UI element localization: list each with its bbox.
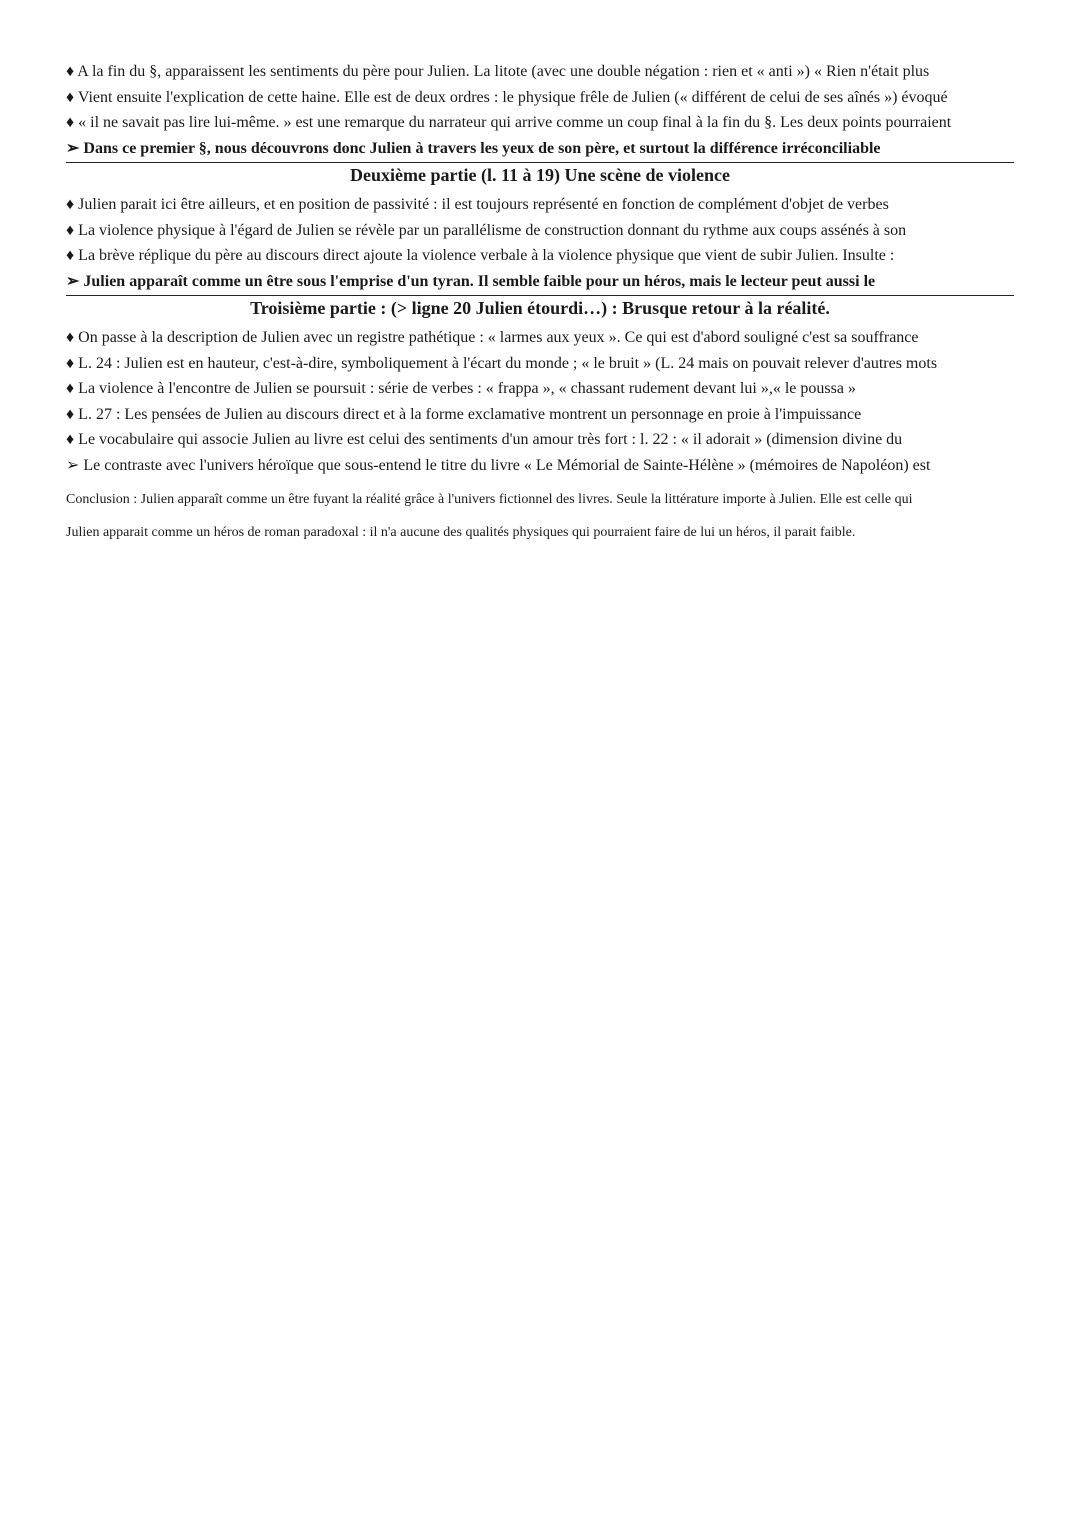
- conclusion-paragraph-one: Conclusion : Julien apparaît comme un être fuyant la réalité grâce à l'univers fictionnel des livres. Seule la littérature importe à Julien. Elle est celle qui: [66, 492, 913, 507]
- summary-part-three: ➢ Le contraste avec l'univers héroïque que sous-entend le titre du livre « Le Mémorial de Sainte-Hélène » (mémoires de Napoléon) est: [66, 456, 931, 474]
- paragraph-verbal-violence: ♦ La brève réplique du père au discours direct ajoute la violence verbale à la violence physique que vient de subir Julien. Insulte :: [66, 247, 895, 264]
- paragraph-asyndeton: ♦ « il ne savait pas lire lui-même. » est une remarque du narrateur qui arrive comme un coup final à la fin du §. Les deux points pourraient: [66, 114, 952, 131]
- paragraph-physical-violence: ♦ La violence physique à l'égard de Julien se révèle par un parallélisme de construction donnant du rythme aux coups assénés à son: [66, 221, 907, 239]
- heading-part-two: Deuxième partie (l. 11 à 19) Une scène de violence: [350, 165, 730, 185]
- summary-part-two: ➢ Julien apparaît comme un être sous l'emprise d'un tyran. Il semble faible pour un héros, mais le lecteur peut aussi le: [66, 272, 876, 290]
- paragraph-explanation-of-hatred: ♦ Vient ensuite l'explication de cette haine. Elle est de deux ordres : le physique frêle de Julien (« différent de celui de ses aînés ») évoqué: [66, 88, 948, 106]
- conclusion-paragraph-two: Julien apparait comme un héros de roman paradoxal : il n'a aucune des qualités physiques qui pourraient faire de lui un héros, il parait faible.: [66, 524, 856, 540]
- paragraph-pathetic-register: ♦ On passe à la description de Julien avec un registre pathétique : « larmes aux yeux ». Ce qui est d'abord souligné c'est sa souffrance: [66, 329, 919, 346]
- paragraph-violence-continues: ♦ La violence à l'encontre de Julien se poursuit : série de verbes : « frappa », « chassant rudement devant lui »,« le poussa »: [66, 380, 856, 397]
- paragraph-passivity: ♦ Julien parait ici être ailleurs, et en position de passivité : il est toujours représenté en fonction de complément d'objet de verbes: [66, 196, 889, 213]
- paragraph-feelings-of-father: ♦ A la fin du §, apparaissent les sentiments du père pour Julien. La litote (avec une double négation : rien et « anti ») « Rien n'était plus: [66, 63, 930, 80]
- paragraph-thoughts-of-julien: ♦ L. 27 : Les pensées de Julien au discours direct et à la forme exclamative montrent un personnage en proie à l'impuissance: [66, 405, 862, 423]
- paragraph-vocabulary-of-book: ♦ Le vocabulaire qui associe Julien au livre est celui des sentiments d'un amour très fort : l. 22 : « il adorait » (dimension divine du: [66, 431, 903, 448]
- heading-part-three: Troisième partie : (> ligne 20 Julien étourdi…) : Brusque retour à la réalité.: [250, 298, 830, 318]
- paragraph-height-isolation: ♦ L. 24 : Julien est en hauteur, c'est-à-dire, symboliquement à l'écart du monde ; « le bruit » (L. 24 mais on pouvait relever d'autres mots: [66, 354, 938, 372]
- summary-part-one: ➢ Dans ce premier §, nous découvrons donc Julien à travers les yeux de son père, et surtout la différence irréconciliable: [66, 139, 881, 157]
